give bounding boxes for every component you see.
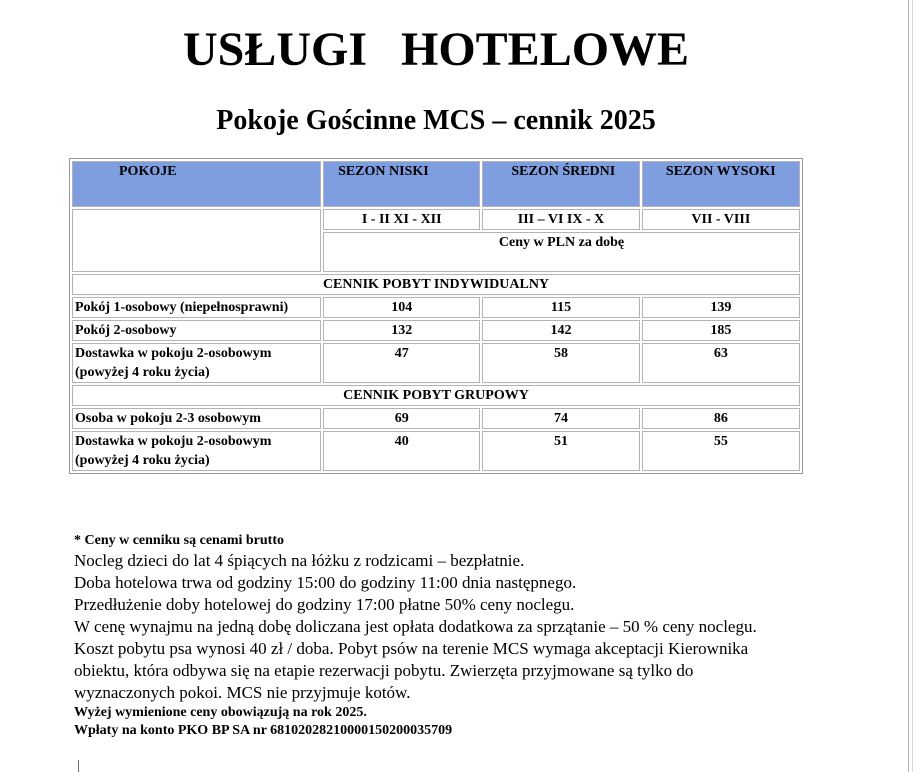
room-name: Pokój 1-osobowy (niepełnosprawni) <box>72 297 321 318</box>
price-mid: 115 <box>482 297 639 318</box>
price-high: 185 <box>642 320 800 341</box>
price-low: 69 <box>323 408 480 429</box>
room-name: Osoba w pokoju 2-3 osobowym <box>72 408 321 429</box>
table-header-row <box>72 161 800 207</box>
notes-block <box>74 532 794 740</box>
months-mid: III – VI IX - X <box>482 209 639 230</box>
months-high: VII - VIII <box>642 209 800 230</box>
header-season-mid: SEZON ŚREDNI <box>482 161 639 207</box>
price-low: 104 <box>323 297 480 318</box>
page-edge-line <box>908 0 909 772</box>
price-mid: 142 <box>482 320 639 341</box>
price-high: 63 <box>642 343 800 383</box>
price-mid: 58 <box>482 343 639 383</box>
price-high: 139 <box>642 297 800 318</box>
note-line: W cenę wynajmu na jedną dobę doliczana jest opłata dodatkowa za sprzątanie – 50 % ceny noclegu. <box>74 617 757 636</box>
text-cursor <box>78 760 79 772</box>
price-table <box>69 158 803 474</box>
note-brutto: * Ceny w cenniku są cenami brutto <box>74 533 285 548</box>
page-title: USŁUGI HOTELOWE <box>182 23 690 76</box>
section-group <box>72 385 800 406</box>
price-low: 40 <box>323 431 480 471</box>
price-low: 132 <box>323 320 480 341</box>
table-row <box>72 320 800 341</box>
table-row <box>72 408 800 429</box>
room-name: Dostawka w pokoju 2-osobowym (powyżej 4 roku życia) <box>72 343 321 383</box>
empty-cell <box>72 209 321 272</box>
header-season-high: SEZON WYSOKI <box>642 161 800 207</box>
note-line: Przedłużenie doby hotelowej do godziny 17:00 płatne 50% ceny noclegu. <box>74 595 575 614</box>
price-note: Ceny w PLN za dobę <box>323 232 800 272</box>
price-high: 55 <box>642 431 800 471</box>
note-valid: Wyżej wymienione ceny obowiązują na rok 2025. <box>74 705 367 720</box>
table-row <box>72 343 800 383</box>
months-low: I - II XI - XII <box>323 209 480 230</box>
page-subtitle: Pokoje Gościnne MCS – cennik 2025 <box>216 105 656 136</box>
price-mid: 74 <box>482 408 639 429</box>
note-line: Doba hotelowa trwa od godziny 15:00 do godziny 11:00 dnia następnego. <box>74 573 577 592</box>
price-high: 86 <box>642 408 800 429</box>
table-row <box>72 297 800 318</box>
section-title: CENNIK POBYT GRUPOWY <box>72 385 800 406</box>
price-mid: 51 <box>482 431 639 471</box>
price-low: 47 <box>323 343 480 383</box>
room-name: Dostawka w pokoju 2-osobowym (powyżej 4 roku życia) <box>72 431 321 471</box>
section-individual <box>72 274 800 295</box>
table-row <box>72 431 800 471</box>
header-rooms: POKOJE <box>72 161 321 207</box>
note-account: Wpłaty na konto PKO BP SA nr 68102028210000150200035709 <box>74 723 453 738</box>
header-season-low: SEZON NISKI <box>323 161 480 207</box>
section-title: CENNIK POBYT INDYWIDUALNY <box>72 274 800 295</box>
note-line: Koszt pobytu psa wynosi 40 zł / doba. Pobyt psów na terenie MCS wymaga akceptacji Kierownika obiektu, która odbywa się na etapie rezerwacji pobytu. Zwierzęta przyjmowane są tylko do wyznaczonych pokoi. MCS nie przyjmuje kotów. <box>74 639 749 702</box>
page-edge-line-2 <box>912 0 913 772</box>
room-name: Pokój 2-osobowy <box>72 320 321 341</box>
months-row <box>72 209 800 230</box>
note-line: Nocleg dzieci do lat 4 śpiących na łóżku z rodzicami – bezpłatnie. <box>74 551 525 570</box>
